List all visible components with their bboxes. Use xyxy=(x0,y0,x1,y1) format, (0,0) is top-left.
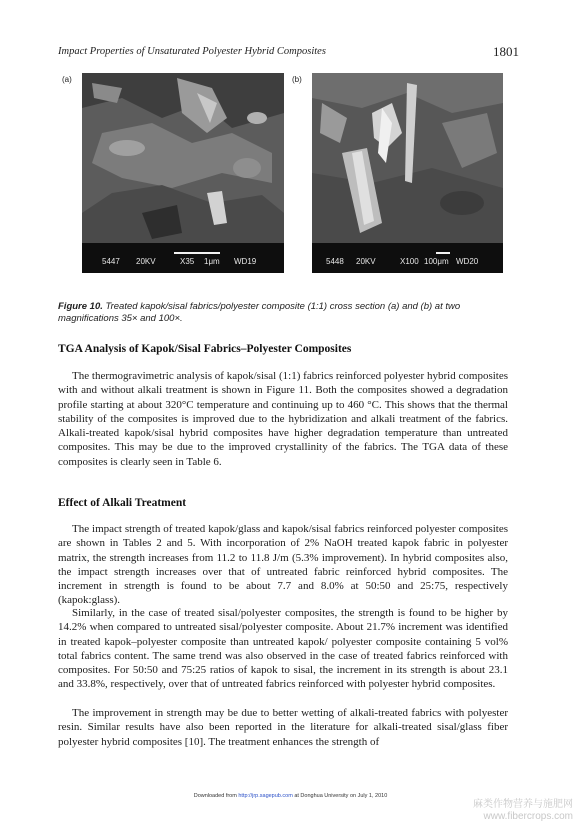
sem-id-a: 5447 xyxy=(102,257,120,266)
watermark-line-1: 麻类作物营养与施肥网 xyxy=(473,799,573,810)
panel-b-label: (b) xyxy=(292,75,302,84)
sem-scale-a: 1μm xyxy=(204,257,220,266)
sem-mag-a: X35 xyxy=(180,257,195,266)
watermark-line-2: www.fibercrops.com xyxy=(483,811,573,822)
footer-prefix: Downloaded from xyxy=(193,793,237,799)
section-heading-tga: TGA Analysis of Kapok/Sisal Fabrics–Polyester Composites xyxy=(58,343,352,355)
page-number: 1801 xyxy=(493,44,519,59)
sem-info-bar-b xyxy=(312,243,503,273)
sem-mag-b: X100 xyxy=(400,257,419,266)
panel-a-label: (a) xyxy=(62,75,72,84)
section-heading-alkali: Effect of Alkali Treatment xyxy=(58,497,187,509)
running-title: Impact Properties of Unsaturated Polyester Hybrid Composites xyxy=(58,46,326,57)
sem-id-b: 5448 xyxy=(326,257,344,266)
sem-kv-b: 20KV xyxy=(356,257,376,266)
paragraph-tga: The thermogravimetric analysis of kapok/sisal (1:1) fabrics reinforced polyester hybrid composites with and without alkali treatment is shown in Figure 11. Both the composites showed a degradation profile starting at about 320°C temperature and continuing up to 460 °C. This shows that the thermal stability of the composites is improved due to the hybridization and alkali treatment of the fabrics. Alkali-treated kapok/sisal hybrid composites have higher degradation temperature than untreated composites. This may be due to the improved crystallinity of the fabrics. The TGA data of these composites is clearly seen in Table 6. xyxy=(58,370,508,468)
sem-image-a xyxy=(82,73,284,273)
sem-wd-a: WD19 xyxy=(234,257,257,266)
sem-kv-a: 20KV xyxy=(136,257,156,266)
paragraph-alkali-3: The improvement in strength may be due to better wetting of alkali-treated fabrics with polyester resin. Similar results have also been reported in the literature for alkali-treated sisal/glass fiber polyester hybrid composites [10]. The treatment enhances the strength of xyxy=(58,707,508,748)
watermark xyxy=(473,799,573,823)
figure-caption-text: Treated kapok/sisal fabrics/polyester composite (1:1) cross section (a) and (b) at two magnifications 35× and 100×. xyxy=(58,301,461,324)
paragraph-alkali-2: Similarly, in the case of treated sisal/polyester composites, the strength is found to be higher by 14.2% when compared to untreated sisal/polyester composite. About 21.7% increment was identified in treated kapok–polyester composite than untreated kapok/ polyester composite containing 5 vol% total fabrics content. The same trend was also observed in the case of treated fabrics reinforced with composites. For 50:50 and 75:25 ratios of kapok to sisal, the increment in its strength is about 23.1 and 33.8%, respectively, over that of untreated fabrics reinforced with polyester hybrid composites. xyxy=(58,607,508,691)
figure-caption-label: Figure 10. xyxy=(58,301,103,312)
sem-scale-b: 100μm xyxy=(424,257,449,266)
paragraph-alkali-1: The impact strength of treated kapok/glass and kapok/sisal fabrics reinforced polyester composites are shown in Tables 2 and 5. With incorporation of 2% NaOH treated kapok fabric in polyester matrix, the strength increases from 11.2 to 11.8 J/m (5.3% improvement). In hybrid composites also, the impact strength increases over that of untreated fabric reinforced hybrid composites. The increment in strength is found to be about 7.7 and 8.0% at 50:50 and 25:75, respectively (kapok:glass). xyxy=(58,523,508,607)
scale-bar-b xyxy=(436,252,450,254)
footer-suffix: at Donghua University on July 1, 2010 xyxy=(294,793,388,799)
sem-info-bar-a xyxy=(82,243,284,273)
sem-image-b xyxy=(312,73,503,273)
scale-bar-a xyxy=(174,252,220,254)
running-header xyxy=(58,44,519,60)
sem-wd-b: WD20 xyxy=(456,257,479,266)
figure-caption xyxy=(58,301,508,324)
footer-link[interactable]: http://jrp.sagepub.com xyxy=(238,793,293,799)
